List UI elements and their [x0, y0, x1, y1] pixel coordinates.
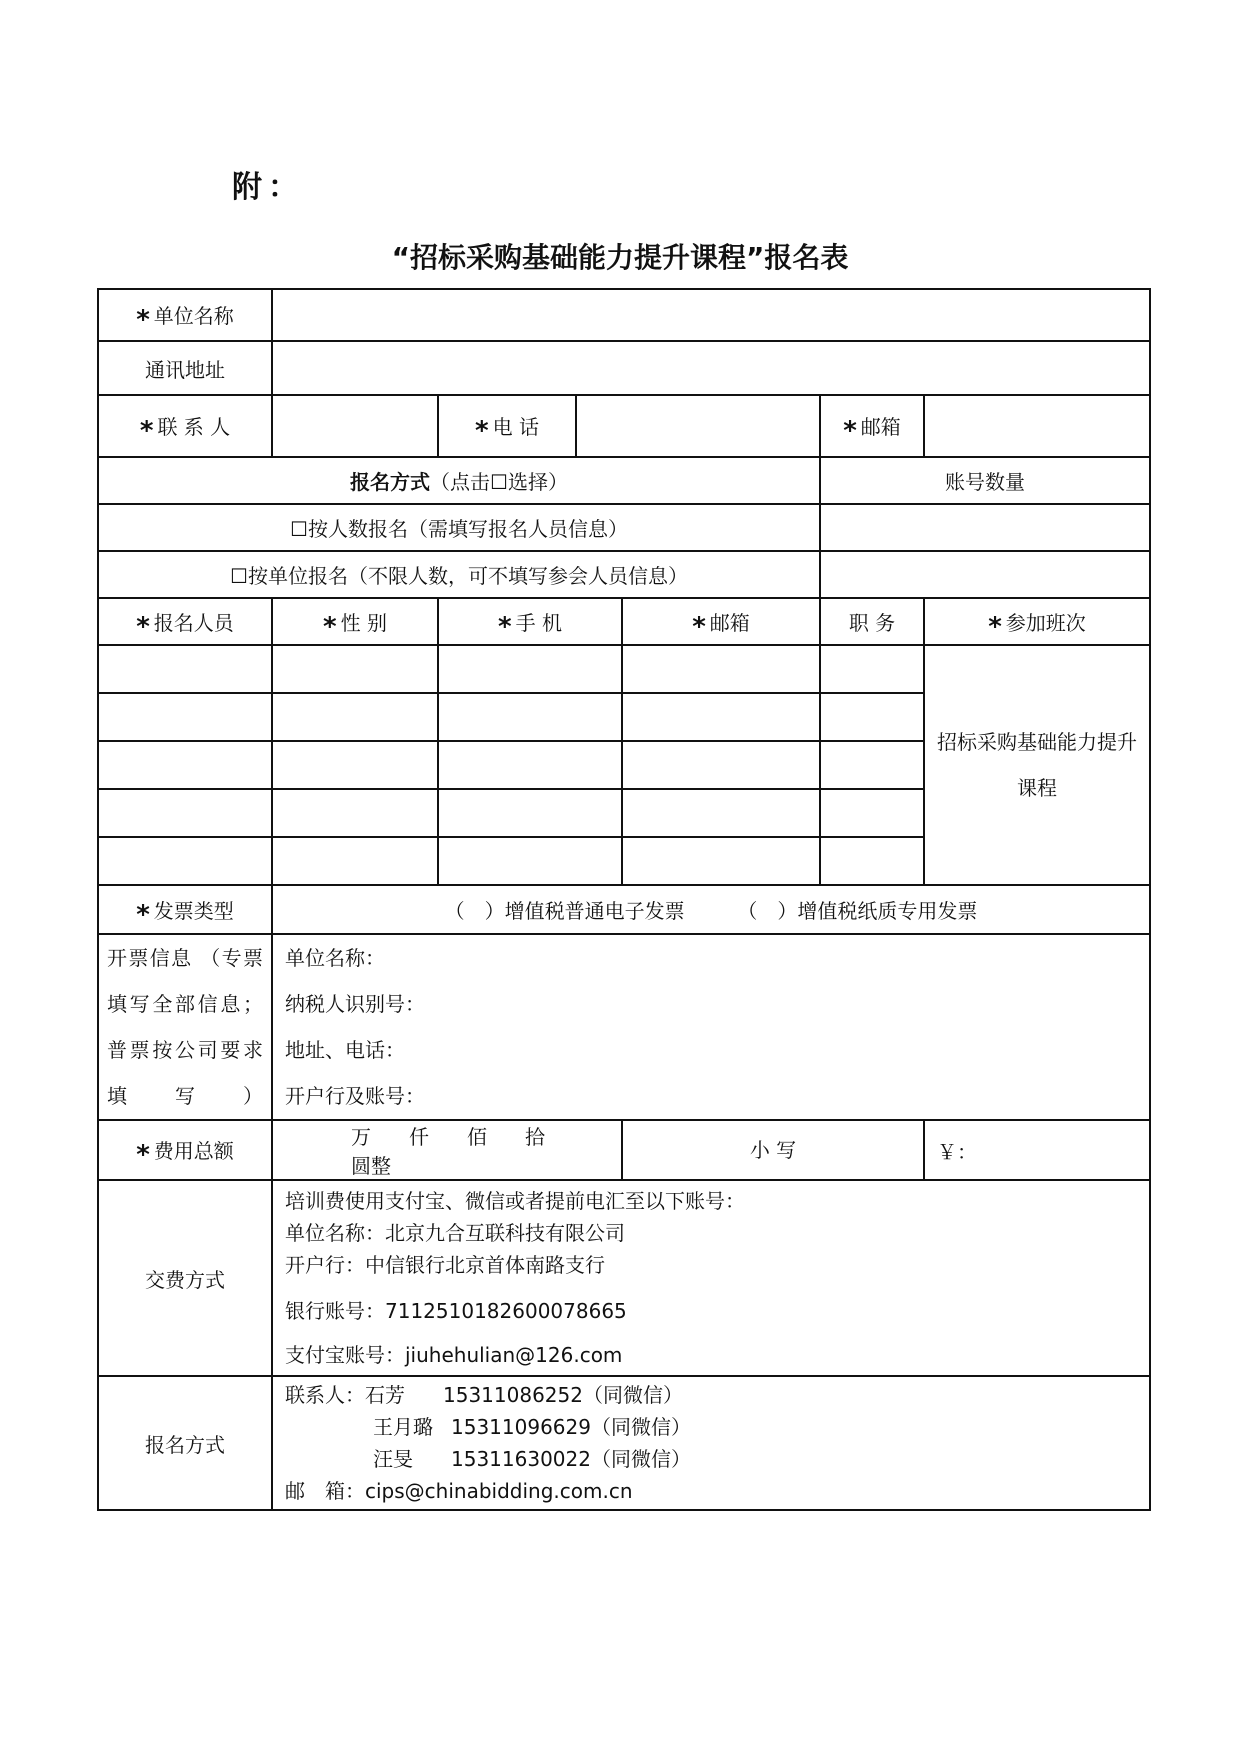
class-name-cell: 招标采购基础能力提升课程 — [924, 645, 1150, 885]
registration-label: 报名方式 — [98, 1376, 272, 1510]
method-header — [98, 457, 820, 504]
option-by-unit-row — [98, 551, 1150, 598]
method-header-title: 报名方式 — [350, 470, 431, 494]
invoice-address-phone-field[interactable]: 地址、电话： — [285, 1038, 405, 1062]
fee-amount-input[interactable]: ￥： — [924, 1120, 1150, 1180]
contact-phone: 15311086252（同微信） — [443, 1383, 683, 1407]
account-count-header: 账号数量 — [820, 457, 1150, 504]
fee-row — [98, 1120, 1150, 1180]
email-prefix: 邮 箱： — [285, 1479, 365, 1503]
participant-gender-input[interactable] — [272, 693, 438, 741]
participant-phone-input[interactable] — [438, 789, 622, 837]
participant-title-header: 职 务 — [820, 598, 924, 645]
fee-unit: 万 — [351, 1125, 371, 1149]
participant-name-input[interactable] — [98, 837, 272, 885]
phone-input[interactable] — [576, 395, 820, 457]
payment-line: 培训费使用支付宝、微信或者提前电汇至以下账号： — [285, 1189, 745, 1213]
unit-name-input[interactable] — [272, 289, 1150, 341]
form-title: “招标采购基础能力提升课程”报名表 — [391, 241, 849, 274]
account-count-people-input[interactable] — [820, 504, 1150, 551]
invoice-bank-account-field[interactable]: 开户行及账号： — [285, 1084, 425, 1108]
participant-phone-header: * 手 机 — [438, 598, 622, 645]
contact-label: * 联 系 人 — [98, 395, 272, 457]
account-count-unit-input[interactable] — [820, 551, 1150, 598]
fee-unit: 圆整 — [351, 1154, 391, 1178]
participant-class-header: * 参加班次 — [924, 598, 1150, 645]
participant-gender-input[interactable] — [272, 837, 438, 885]
option-by-people-checkbox[interactable]: ☐按人数报名（需填写报名人员信息） — [98, 504, 820, 551]
registration-contact — [285, 1443, 1137, 1475]
registration-form-table — [97, 288, 1151, 1511]
method-header-row — [98, 457, 1150, 504]
registration-row — [98, 1376, 1150, 1510]
participant-email-input[interactable] — [622, 789, 820, 837]
payment-line: 开户行：中信银行北京首体南路支行 — [285, 1253, 605, 1277]
contact-phone: 15311096629（同微信） — [451, 1415, 691, 1439]
fee-words-input[interactable] — [272, 1120, 622, 1180]
phone-label: * 电 话 — [438, 395, 576, 457]
participant-gender-input[interactable] — [272, 741, 438, 789]
registration-contact — [285, 1379, 1137, 1411]
payment-line: 银行账号：7112510182600078665 — [285, 1299, 627, 1323]
participant-row — [98, 645, 1150, 693]
contact-row — [98, 395, 1150, 457]
participant-email-input[interactable] — [622, 837, 820, 885]
participant-gender-header: * 性 别 — [272, 598, 438, 645]
invoice-info-label: 开票信息 （专票填写全部信息；普票按公司要求填写） — [98, 934, 272, 1120]
registration-contact — [285, 1411, 1137, 1443]
option-by-unit-checkbox[interactable]: ☐按单位报名（不限人数，可不填写参会人员信息） — [98, 551, 820, 598]
address-input[interactable] — [272, 341, 1150, 395]
participant-phone-input[interactable] — [438, 741, 622, 789]
invoice-info-fields — [272, 934, 1150, 1120]
participant-phone-input[interactable] — [438, 837, 622, 885]
participant-phone-input[interactable] — [438, 693, 622, 741]
contact-phone: 15311630022（同微信） — [451, 1447, 691, 1471]
method-header-hint: （点击☐选择） — [430, 470, 568, 494]
participant-email-input[interactable] — [622, 693, 820, 741]
participant-gender-input[interactable] — [272, 789, 438, 837]
payment-label: 交费方式 — [98, 1180, 272, 1376]
participant-gender-input[interactable] — [272, 645, 438, 693]
option-by-people-row — [98, 504, 1150, 551]
participant-email-input[interactable] — [622, 645, 820, 693]
unit-name-row — [98, 289, 1150, 341]
contacts-prefix: 联系人： — [285, 1383, 365, 1407]
participant-name-input[interactable] — [98, 645, 272, 693]
payment-line: 单位名称：北京九合互联科技有限公司 — [285, 1221, 625, 1245]
invoice-unit-name-field[interactable]: 单位名称： — [285, 946, 385, 970]
participant-email-header: * 邮箱 — [622, 598, 820, 645]
email-input[interactable] — [924, 395, 1150, 457]
contact-name: 汪旻 — [373, 1447, 413, 1471]
fee-unit: 拾 — [525, 1125, 545, 1149]
fee-small-cell — [622, 1120, 924, 1180]
payment-line: 支付宝账号：jiuhehulian@126.com — [285, 1343, 623, 1367]
payment-row — [98, 1180, 1150, 1376]
participant-name-input[interactable] — [98, 789, 272, 837]
participant-name-input[interactable] — [98, 693, 272, 741]
invoice-tax-id-field[interactable]: 纳税人识别号： — [285, 992, 425, 1016]
participant-title-input[interactable] — [820, 741, 924, 789]
registration-details — [272, 1376, 1150, 1510]
unit-name-label: * 单位名称 — [98, 289, 272, 341]
invoice-type-row — [98, 885, 1150, 934]
participant-title-input[interactable] — [820, 645, 924, 693]
participant-name-header: * 报名人员 — [98, 598, 272, 645]
participant-header-row — [98, 598, 1150, 645]
fee-unit: 佰 — [467, 1125, 487, 1149]
participant-name-input[interactable] — [98, 741, 272, 789]
email-label: * 邮箱 — [820, 395, 924, 457]
fee-unit: 仟 — [409, 1125, 429, 1149]
address-row — [98, 341, 1150, 395]
invoice-info-row — [98, 934, 1150, 1120]
registration-email-address[interactable]: cips@chinabidding.com.cn — [365, 1479, 633, 1503]
invoice-type-label: * 发票类型 — [98, 885, 272, 934]
participant-title-input[interactable] — [820, 693, 924, 741]
participant-title-input[interactable] — [820, 837, 924, 885]
contact-name: 石芳 — [365, 1383, 405, 1407]
payment-details — [272, 1180, 1150, 1376]
registration-email — [285, 1475, 1137, 1507]
contact-input[interactable] — [272, 395, 438, 457]
invoice-option-paper[interactable]: （ ）增值税纸质专用发票 — [737, 899, 978, 923]
participant-email-input[interactable] — [622, 741, 820, 789]
fee-small-label: 小 写 — [749, 1137, 797, 1162]
invoice-type-options — [272, 885, 1150, 934]
invoice-option-electronic[interactable]: （ ）增值税普通电子发票 — [444, 899, 685, 923]
fee-label: * 费用总额 — [98, 1120, 272, 1180]
contact-name: 王月璐 — [373, 1415, 433, 1439]
participant-phone-input[interactable] — [438, 645, 622, 693]
address-label: 通讯地址 — [98, 341, 272, 395]
participant-title-input[interactable] — [820, 789, 924, 837]
annex-label: 附： — [232, 170, 304, 205]
